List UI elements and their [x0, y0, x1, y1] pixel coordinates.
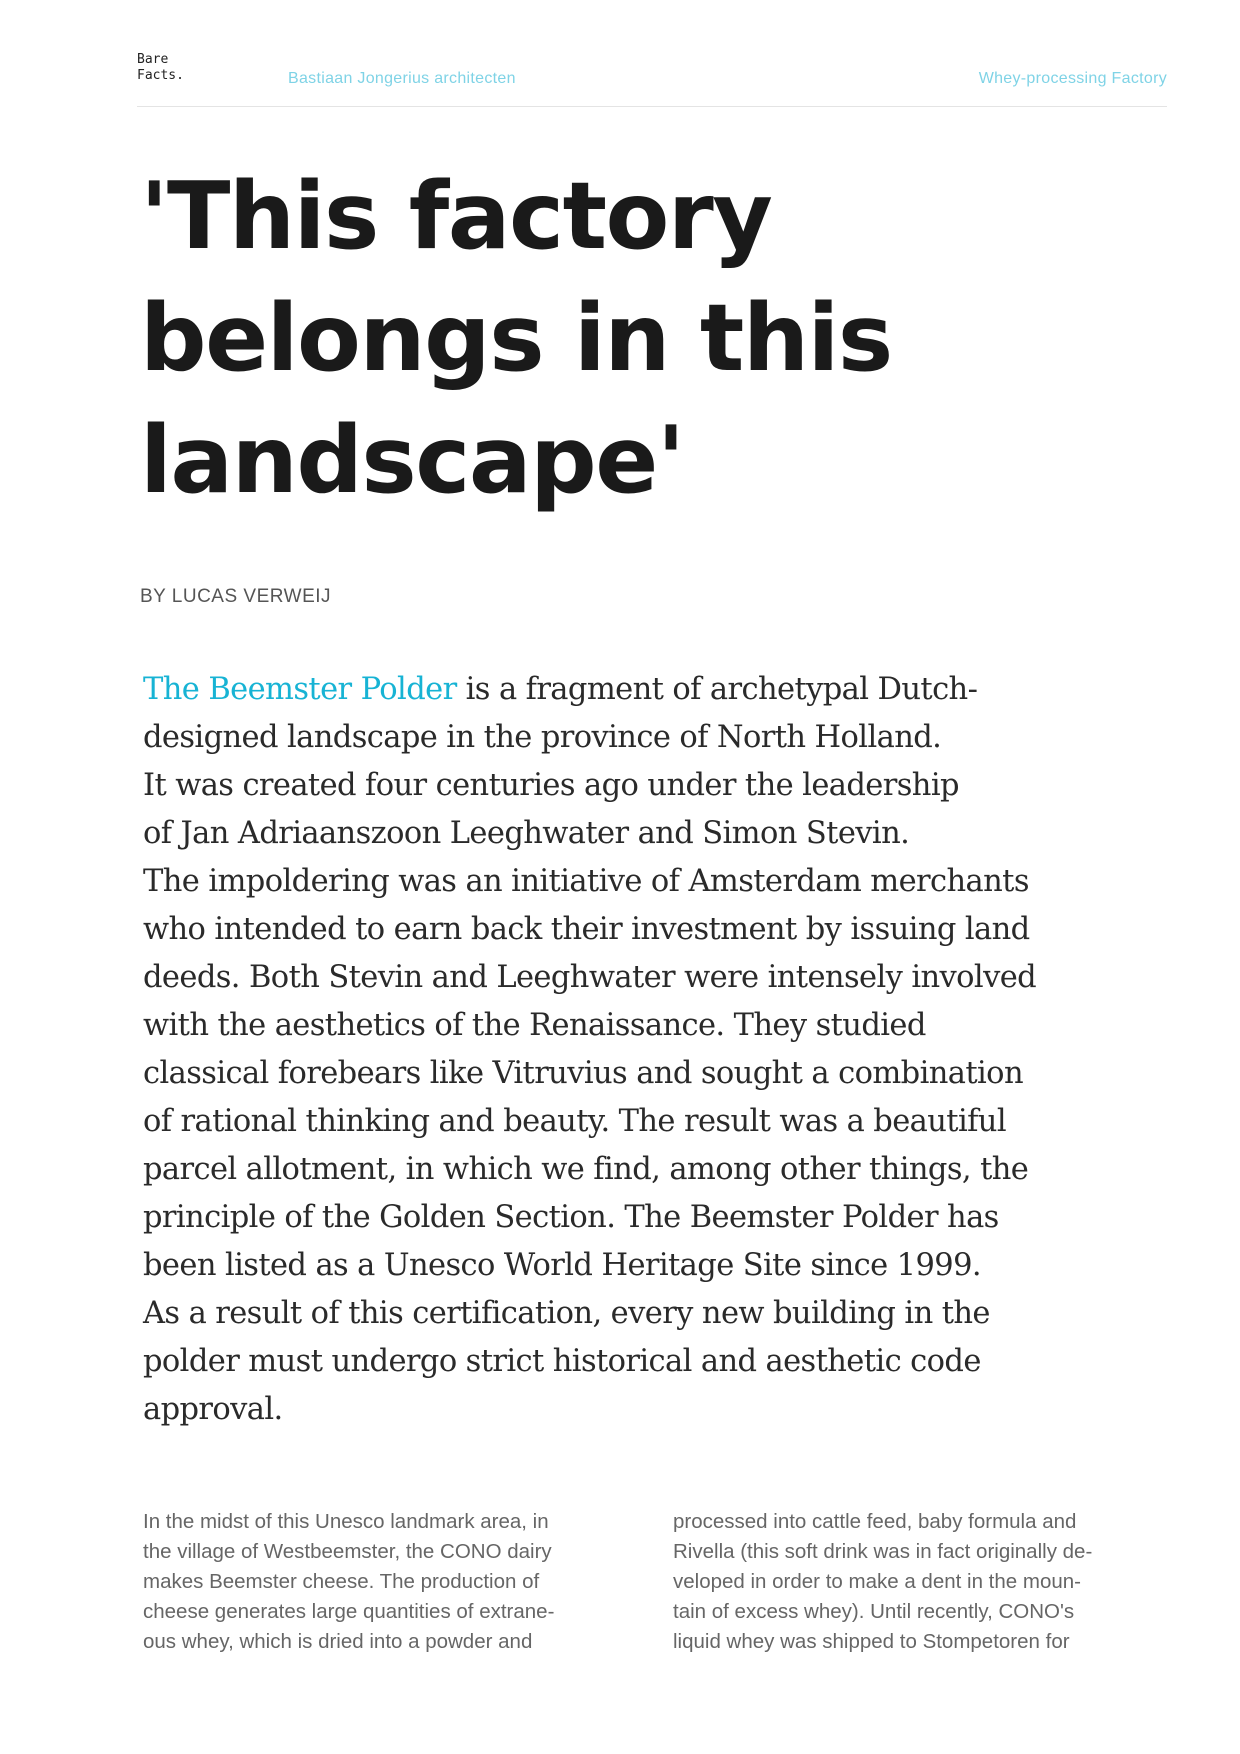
lede-line: of rational thinking and beauty. The result was a beautiful [143, 1104, 1007, 1139]
lede-paragraph [143, 666, 1153, 1434]
lede-line: classical forebears like Vitruvius and sought a combination [143, 1056, 1023, 1091]
lede-first-line-rest: is a fragment of archetypal Dutch- [456, 672, 978, 707]
lede-line: parcel allotment, in which we find, among other things, the [143, 1152, 1029, 1187]
running-head-architect: Bastiaan Jongerius architecten [288, 70, 516, 87]
lede-line: been listed as a Unesco World Heritage Site since 1999. [143, 1248, 981, 1283]
body-line: In the midst of this Unesco landmark area, in [143, 1510, 549, 1533]
lede-line: who intended to earn back their investment by issuing land [143, 912, 1030, 947]
body-line: the village of Westbeemster, the CONO dairy [143, 1540, 552, 1563]
lede-line: As a result of this certification, every new building in the [143, 1296, 990, 1331]
body-line: makes Beemster cheese. The production of [143, 1570, 540, 1593]
body-columns [143, 1507, 1173, 1667]
lede-line: The impoldering was an initiative of Amsterdam merchants [143, 864, 1029, 899]
section-label-line-1: Bare [137, 52, 169, 67]
body-line: ous whey, which is dried into a powder and [143, 1630, 533, 1653]
section-label [137, 52, 184, 84]
lede-line: principle of the Golden Section. The Beemster Polder has [143, 1200, 999, 1235]
headline-line-1: 'This factory [140, 162, 772, 270]
body-line: cheese generates large quantities of extrane- [143, 1600, 555, 1623]
body-line: liquid whey was shipped to Stompetoren for [673, 1630, 1070, 1653]
lede-line: designed landscape in the province of North Holland. [143, 720, 942, 755]
lede-line: polder must undergo strict historical and aesthetic code [143, 1344, 981, 1379]
body-line: Rivella (this soft drink was in fact originally de- [673, 1540, 1093, 1563]
byline: BY LUCAS VERWEIJ [140, 586, 332, 607]
lede-line: deeds. Both Stevin and Leeghwater were intensely involved [143, 960, 1037, 995]
lede-line-1 [143, 666, 1153, 714]
lede-line: It was created four centuries ago under the leadership [143, 768, 959, 803]
running-head-project: Whey-processing Factory [978, 70, 1167, 87]
body-line: veloped in order to make a dent in the moun- [673, 1570, 1081, 1593]
section-label-line-2: Facts. [137, 68, 184, 83]
headline-line-3: landscape' [140, 406, 684, 514]
page-header [137, 50, 1167, 107]
lede-line: with the aesthetics of the Renaissance. They studied [143, 1008, 926, 1043]
body-line: processed into cattle feed, baby formula and [673, 1510, 1077, 1533]
article-headline [140, 155, 1140, 521]
lede-line: of Jan Adriaanszoon Leeghwater and Simon Stevin. [143, 816, 910, 851]
body-column-left [143, 1507, 643, 1657]
lede-line: approval. [143, 1392, 283, 1427]
headline-line-2: belongs in this [140, 284, 892, 392]
lede-accent: The Beemster Polder [143, 672, 457, 707]
body-column-right [673, 1507, 1173, 1657]
body-line: tain of excess whey). Until recently, CONO's [673, 1600, 1075, 1623]
